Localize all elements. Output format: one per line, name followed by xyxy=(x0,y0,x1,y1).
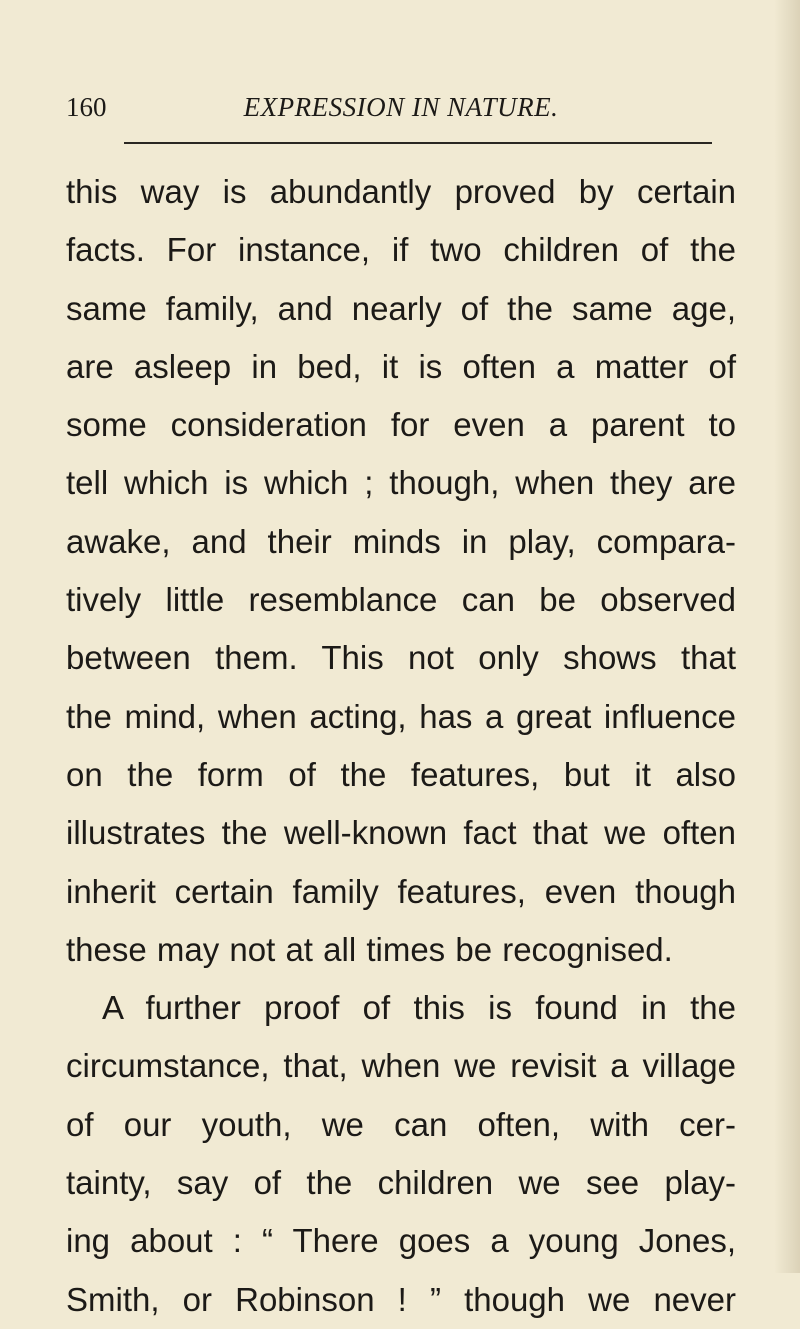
text-line: same family, and nearly of the same age, xyxy=(66,289,736,327)
text-line: these may not at all times be recognised. xyxy=(66,930,673,968)
text-line: facts. For instance, if two children of the xyxy=(66,231,736,269)
text-line: tell which is which ; though, when they are xyxy=(66,464,736,502)
text-line: ing about : “ There goes a young Jones, xyxy=(66,1222,736,1260)
running-title: EXPRESSION IN NATURE. xyxy=(243,92,559,122)
running-head xyxy=(66,92,736,132)
text-line: tainty, say of the children we see play- xyxy=(66,1164,736,1202)
text-line: tively little resemblance can be observed xyxy=(66,581,736,619)
header-rule xyxy=(124,142,712,144)
text-line: Smith, or Robinson ! ” though we never xyxy=(66,1280,736,1318)
page-edge-shadow xyxy=(774,0,800,1273)
text-line: inherit certain family features, even though xyxy=(66,872,736,910)
text-line: of our youth, we can often, with cer- xyxy=(66,1105,736,1143)
text-line: circumstance, that, when we revisit a village xyxy=(66,1047,736,1085)
text-line: some consideration for even a parent to xyxy=(66,406,736,444)
text-line: awake, and their minds in play, compara- xyxy=(66,522,736,560)
text-line: A further proof of this is found in the xyxy=(102,989,736,1027)
text-line: are asleep in bed, it is often a matter of xyxy=(66,347,736,385)
text-line: illustrates the well-known fact that we often xyxy=(66,814,736,852)
page-number: 160 xyxy=(66,92,107,122)
text-line: this way is abundantly proved by certain xyxy=(66,173,736,210)
text-line: between them. This not only shows that xyxy=(66,639,736,677)
body-text xyxy=(66,163,736,1329)
text-line: on the form of the features, but it also xyxy=(66,755,736,793)
text-line: the mind, when acting, has a great influence xyxy=(66,697,736,735)
